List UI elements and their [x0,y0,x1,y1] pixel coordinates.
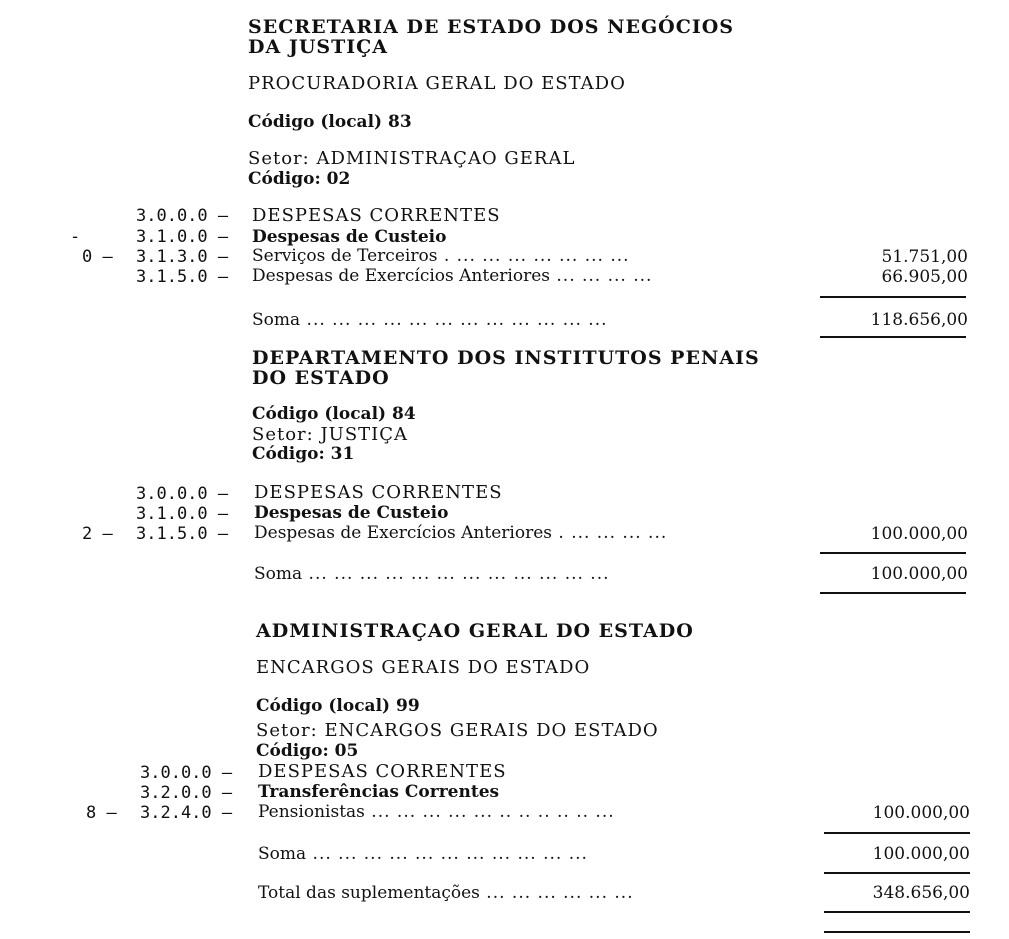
s3-total-rule-top [824,872,970,874]
s2-row2-code: 3.1.0.0 — [136,504,229,524]
s2-row3-prefix: 2 — [82,524,113,544]
section3-title: ADMINISTRAÇAO GERAL DO ESTADO [256,620,694,642]
s1-row4-leader: ... ... ... ... [549,266,653,286]
s3-total-amount: 348.656,00 [872,883,970,903]
s2-soma-label: Soma [254,564,303,584]
s3-row3-label: Pensionistas [258,802,365,822]
section3-codigo-local: Código (local) 99 [256,696,420,716]
s3-row3-amount: 100.000,00 [872,803,970,823]
s2-row1-label: DESPESAS CORRENTES [254,482,503,503]
section2-title-line1: DEPARTAMENTO DOS INSTITUTOS PENAIS [252,347,760,369]
section1-title-line1: SECRETARIA DE ESTADO DOS NEGÓCIOS [248,16,735,38]
s3-row2-label: Transferências Correntes [258,782,500,802]
section3-setor: Setor: ENCARGOS GERAIS DO ESTADO [256,720,659,741]
s1-row4-amount: 66.905,00 [881,267,968,287]
s1-row3-prefix: 0 — [82,247,113,267]
s1-row3-label: Serviços de Terceiros [252,246,438,266]
s1-row3-amount: 51.751,00 [881,247,968,267]
s2-row3-leader: . ... ... ... ... [551,523,668,543]
s3-total-label: Total das suplementações [258,883,480,903]
s1-soma-amount: 118.656,00 [870,310,968,330]
s1-row1-label: DESPESAS CORRENTES [252,205,501,226]
s3-total-rule-final [824,931,970,933]
s3-total-leader: ... ... ... ... ... ... [479,883,634,903]
s1-row4-label: Despesas de Exercícios Anteriores [252,266,550,286]
s1-soma-leader: ... ... ... ... ... ... ... ... ... ... ... ... [300,310,608,330]
s1-soma-label: Soma [252,310,301,330]
section1-codigo: Código: 02 [248,169,351,189]
s2-sum-rule-bottom [820,592,966,594]
s1-row1-code: 3.0.0.0 — [136,206,229,226]
s1-row2-prefix: - [70,227,81,247]
s3-soma-leader: ... ... ... ... ... ... ... ... ... ... ... [306,844,588,864]
s3-row3-leader: ... ... ... ... ... .. .. .. .. .. ... [364,802,615,822]
s3-row1-label: DESPESAS CORRENTES [258,761,507,782]
section3-org: ENCARGOS GERAIS DO ESTADO [256,657,591,678]
s3-row3-code: 3.2.4.0 — [140,803,233,823]
s2-row3-code: 3.1.5.0 — [136,524,229,544]
s1-row3-code: 3.1.3.0 — [136,247,229,267]
s1-sum-rule-bottom [820,336,966,338]
s1-row3-leader: . ... ... ... ... ... ... ... [437,246,630,266]
s2-row2-label: Despesas de Custeio [254,503,449,523]
section2-setor: Setor: JUSTIÇA [252,424,409,445]
s3-total-rule-bottom [824,911,970,913]
s3-soma-label: Soma [258,844,307,864]
s2-soma-amount: 100.000,00 [870,564,968,584]
s1-row4-code: 3.1.5.0 — [136,267,229,287]
section1-org: PROCURADORIA GERAL DO ESTADO [248,73,626,94]
section2-codigo-local: Código (local) 84 [252,404,416,424]
section2-title-line2: DO ESTADO [252,367,390,389]
s2-sum-rule-top [820,552,966,554]
s2-row3-label: Despesas de Exercícios Anteriores [254,523,552,543]
s3-row1-code: 3.0.0.0 — [140,763,233,783]
s2-soma-leader: ... ... ... ... ... ... ... ... ... ... ... ... [302,564,610,584]
s1-row2-code: 3.1.0.0 — [136,227,229,247]
section1-title-line2: DA JUSTIÇA [248,36,389,58]
section1-setor: Setor: ADMINISTRAÇAO GERAL [248,148,576,169]
s3-row3-prefix: 8 — [86,803,117,823]
s1-row2-label: Despesas de Custeio [252,227,447,247]
s1-sum-rule-top [820,296,966,298]
s3-sum-rule-top [824,832,970,834]
s2-row3-amount: 100.000,00 [870,524,968,544]
s3-soma-amount: 100.000,00 [872,844,970,864]
section2-codigo: Código: 31 [252,444,355,464]
s2-row1-code: 3.0.0.0 — [136,484,229,504]
section1-codigo-local: Código (local) 83 [248,112,412,132]
section3-codigo: Código: 05 [256,741,359,761]
s3-row2-code: 3.2.0.0 — [140,783,233,803]
